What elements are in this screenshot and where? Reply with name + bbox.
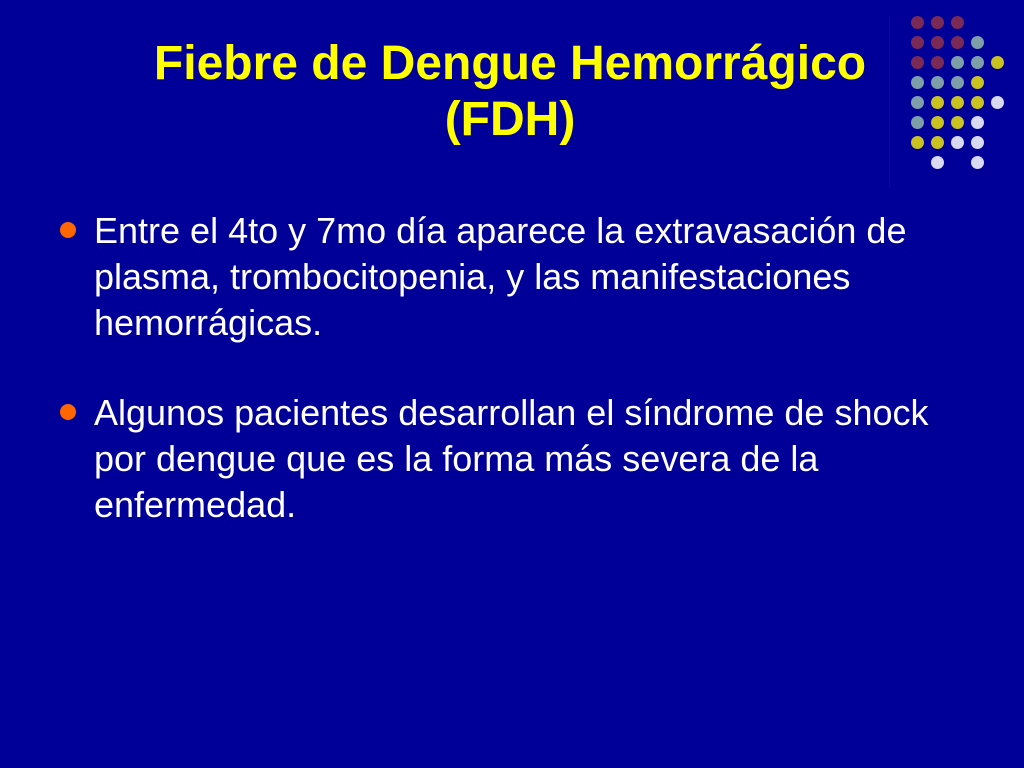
decor-dot [991,96,1004,109]
slide-title: Fiebre de Dengue Hemorrágico (FDH) [153,37,867,146]
decor-dot [931,16,944,29]
decor-dot [951,16,964,29]
bullet-item [60,208,980,346]
decor-dot [911,16,924,29]
decor-dot [971,116,984,129]
decor-dot [971,36,984,49]
decor-dot [971,76,984,89]
decor-dot [971,136,984,149]
bullet-list [60,208,980,572]
decor-dot [971,56,984,69]
bullet-item [60,390,980,528]
decor-dot [991,56,1004,69]
decor-dot [971,96,984,109]
bullet-dot-icon [60,404,76,420]
decor-dot [931,156,944,169]
bullet-dot-icon [60,222,76,238]
bullet-text: Entre el 4to y 7mo día aparece la extravasación de plasma, trombocitopenia, y las manifestaciones hemorrágicas. [94,210,907,343]
bullet-text: Algunos pacientes desarrollan el síndrome de shock por dengue que es la forma más severa de la enfermedad. [94,392,929,525]
decor-dot [971,156,984,169]
